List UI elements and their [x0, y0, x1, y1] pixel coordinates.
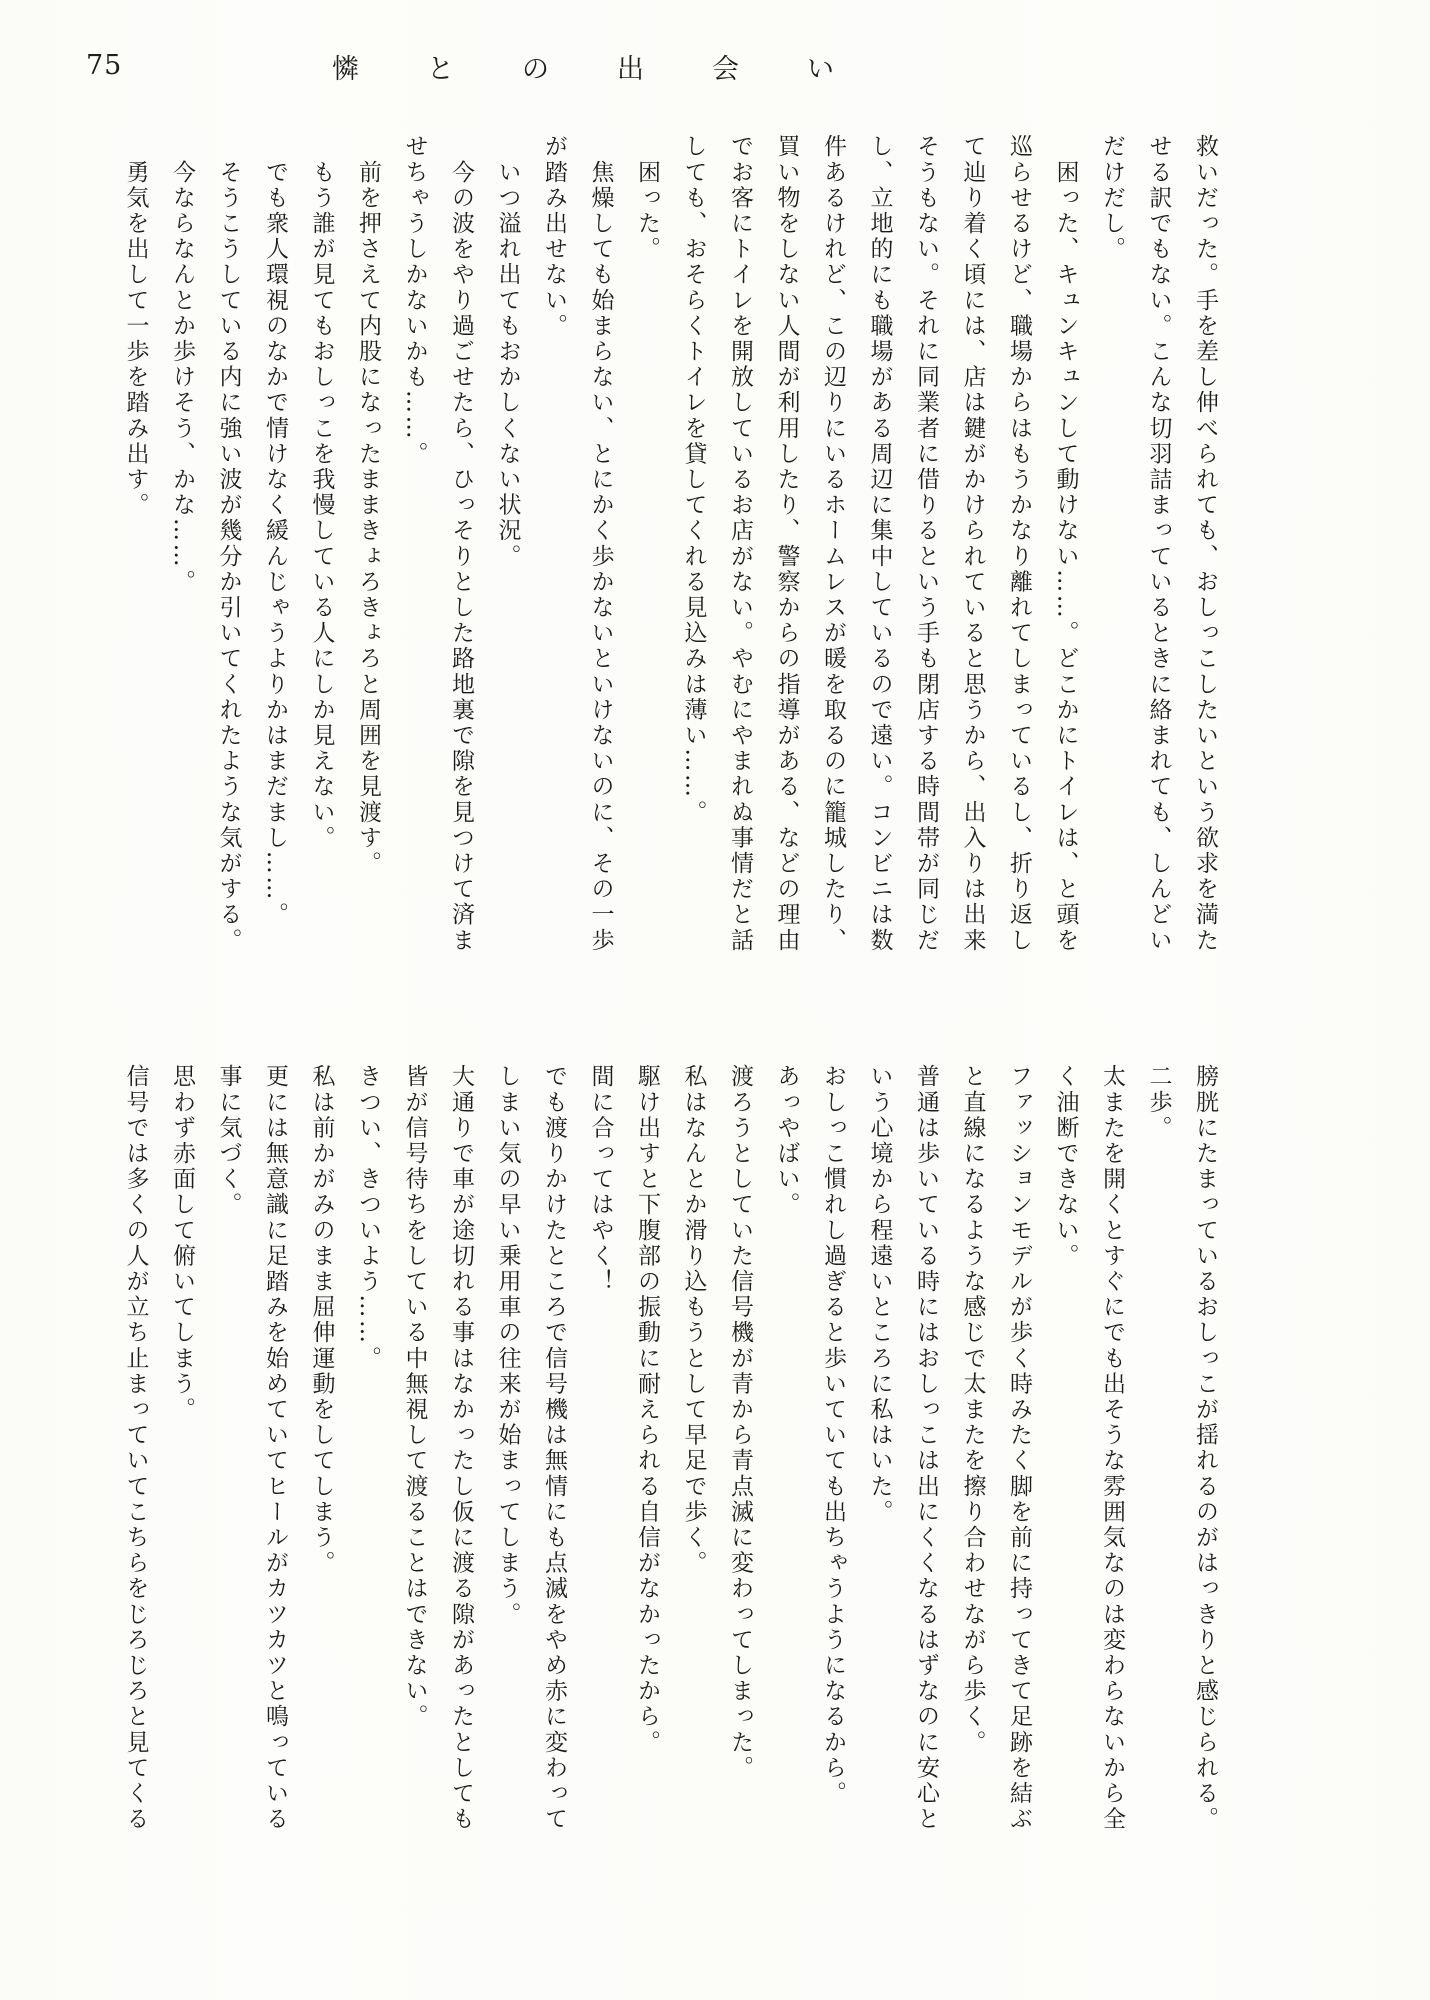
text-column: 信号では多くの人が立ち止まっていてこちらをじろじろと見てくる — [122, 1064, 149, 1832]
text-column: し、立地的にも職場がある周辺に集中しているので遠い。コンビニは数 — [866, 134, 893, 954]
text-column: 私はなんとか滑り込もうとして早足で歩く。 — [680, 1064, 707, 1576]
text-column: 今の波をやり過ごせたら、ひっそりとした路地裏で隙を見つけて済ま — [448, 134, 474, 954]
text-column: 膀胱にたまっているおしっこが揺れるのがはっきりと感じられる。 — [1192, 1064, 1218, 1832]
text-column: おしっこ慣れし過ぎると歩いていても出ちゃうようになるから。 — [820, 1064, 846, 1807]
text-column: と直線になるような感じで太またを擦り合わせながら歩く。 — [959, 1064, 986, 1756]
text-column: 大通りで車が途切れる事はなかったし仮に渡る隙があったとしても — [448, 1064, 474, 1832]
text-column: 二歩。 — [1145, 1064, 1172, 1141]
text-column: 太またを開くとすぐにでも出そうな雰囲気なのは変わらないから全 — [1099, 1064, 1125, 1832]
text-column: 件あるけれど、この辺りにいるホームレスが暖を取るのに籠城したり、 — [820, 134, 846, 954]
text-column: しても、おそらくトイレを貸してくれる見込みは薄い……。 — [680, 134, 707, 826]
text-column: そうこうしている内に強い波が幾分か引いてくれたような気がする。 — [215, 134, 242, 954]
text-column: が踏み出せない。 — [541, 134, 567, 339]
text-column: 事に気づく。 — [215, 1064, 242, 1218]
text-column: 救いだった。手を差し伸べられても、おしっこしたいという欲求を満た — [1192, 134, 1218, 954]
text-column: 普通は歩いている時にはおしっこは出にくくなるはずなのに安心と — [913, 1064, 939, 1832]
text-column: 渡ろうとしていた信号機が青から青点滅に変わってしまった。 — [727, 1064, 753, 1781]
text-column: いう心境から程遠いところに私はいた。 — [866, 1064, 893, 1525]
text-column: きつい、きついよう……。 — [355, 1064, 381, 1372]
text-column: 焦燥しても始まらない、とにかく歩かないといけないのに、その一歩 — [587, 134, 614, 954]
text-column: あっやばい。 — [773, 1064, 800, 1218]
text-column: ファッションモデルが歩く時みたく脚を前に持ってきて足跡を結ぶ — [1006, 1064, 1032, 1832]
text-column: 私は前かがみのまま屈伸運動をしてしまう。 — [308, 1064, 335, 1576]
text-column: 巡らせるけど、職場からはもうかなり離れてしまっているし、折り返し — [1006, 134, 1032, 954]
text-column: しまい気の早い乗用車の往来が始まってしまう。 — [494, 1064, 521, 1628]
text-column: でも渡りかけたところで信号機は無情にも点滅をやめ赤に変わって — [541, 1064, 567, 1832]
text-column: 駆け出すと下腹部の振動に耐えられる自信がなかったから。 — [634, 1064, 660, 1756]
text-block-bottom — [112, 1064, 1228, 1836]
text-column: いつ溢れ出てもおかしくない状況。 — [494, 134, 521, 570]
page-number: 75 — [86, 50, 123, 81]
text-block-top — [112, 134, 1228, 956]
chapter-title: 憐との出会い — [332, 54, 902, 85]
text-column: 前を押さえて内股になったままきょろきょろと周囲を見渡す。 — [355, 134, 381, 877]
text-column: 更には無意識に足踏みを始めていてヒールがカツカツと鳴っている — [262, 1064, 288, 1832]
text-column: せる訳でもない。こんな切羽詰まっているときに絡まれても、しんどい — [1145, 134, 1172, 954]
text-column: 困った、キュンキュンして動けない……。どこかにトイレは、と頭を — [1052, 134, 1079, 954]
text-column: 勇気を出して一歩を踏み出す。 — [122, 134, 149, 518]
text-column: そうもない。それに同業者に借りるという手も閉店する時間帯が同じだ — [913, 134, 939, 954]
text-column: 困った。 — [634, 134, 660, 262]
text-column: 間に合ってはやく！ — [587, 1064, 614, 1295]
text-column: 思わず赤面して俯いてしまう。 — [169, 1064, 195, 1423]
text-column: だけだし。 — [1099, 134, 1125, 262]
text-column: でお客にトイレを開放しているお店がない。やむにやまれぬ事情だと話 — [727, 134, 753, 954]
text-column: もう誰が見てもおしっこを我慢している人にしか見えない。 — [308, 134, 335, 851]
text-column: 今ならなんとか歩けそう、かな……。 — [169, 134, 195, 595]
text-column: て辿り着く頃には、店は鍵がかけられていると思うから、出入りは出来 — [959, 134, 986, 954]
text-column: 買い物をしない人間が利用したり、警察からの指導がある、などの理由 — [773, 134, 800, 954]
text-column: 皆が信号待ちをしている中無視して渡ることはできない。 — [401, 1064, 428, 1730]
text-column: でも衆人環視のなかで情けなく緩んじゃうよりかはまだまし……。 — [262, 134, 288, 928]
text-column: く油断できない。 — [1052, 1064, 1079, 1269]
text-column: せちゃうしかないかも……。 — [401, 134, 428, 467]
